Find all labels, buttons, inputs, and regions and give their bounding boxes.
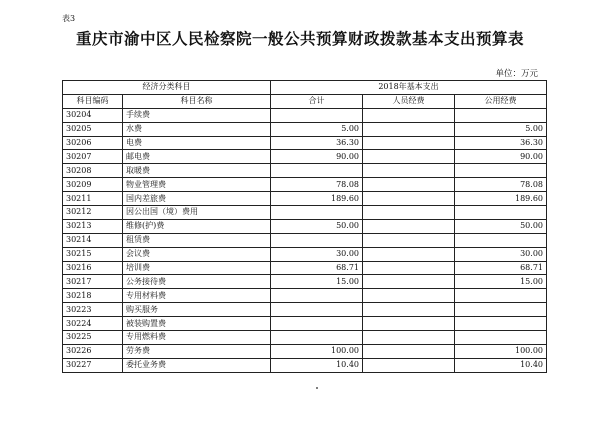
cell-public: [455, 331, 547, 345]
cell-personnel: [363, 233, 455, 247]
cell-public: 10.40: [455, 358, 547, 372]
cell-total: 5.00: [271, 122, 363, 136]
unit-label: 单位：万元: [495, 69, 538, 79]
cell-name: 专用燃料费: [123, 331, 271, 345]
cell-code: 30215: [63, 247, 123, 261]
cell-total: [271, 331, 363, 345]
cell-code: 30214: [63, 233, 123, 247]
cell-personnel: [363, 261, 455, 275]
cell-code: 30206: [63, 136, 123, 150]
cell-name: 购买服务: [123, 303, 271, 317]
table-body: [63, 108, 547, 372]
table-row: [63, 219, 547, 233]
cell-name: 手续费: [123, 108, 271, 122]
cell-personnel: [363, 331, 455, 345]
cell-public: 5.00: [455, 122, 547, 136]
cell-total: [271, 108, 363, 122]
table-row: [63, 164, 547, 178]
cell-public: 36.30: [455, 136, 547, 150]
cell-total: 50.00: [271, 219, 363, 233]
document-title: 重庆市渝中区人民检察院一般公共预算财政拨款基本支出预算表: [75, 29, 524, 48]
cell-public: 15.00: [455, 275, 547, 289]
column-header-total: 合计: [271, 94, 363, 108]
cell-name: 维修(护)费: [123, 219, 271, 233]
cell-code: 30213: [63, 219, 123, 233]
table-row: [63, 275, 547, 289]
cell-name: 邮电费: [123, 150, 271, 164]
cell-total: [271, 233, 363, 247]
cell-personnel: [363, 164, 455, 178]
cell-name: 培训费: [123, 261, 271, 275]
table-row: [63, 289, 547, 303]
cell-public: [455, 303, 547, 317]
cell-personnel: [363, 317, 455, 331]
cell-personnel: [363, 344, 455, 358]
table-row: [63, 233, 547, 247]
cell-code: 30209: [63, 178, 123, 192]
cell-total: 189.60: [271, 192, 363, 206]
cell-personnel: [363, 178, 455, 192]
cell-name: 被装购置费: [123, 317, 271, 331]
cell-personnel: [363, 358, 455, 372]
cell-code: 30227: [63, 358, 123, 372]
cell-public: 50.00: [455, 219, 547, 233]
table-row: [63, 317, 547, 331]
cell-name: 物业管理费: [123, 178, 271, 192]
cell-total: 10.40: [271, 358, 363, 372]
cell-code: 30216: [63, 261, 123, 275]
cell-total: 100.00: [271, 344, 363, 358]
cell-personnel: [363, 206, 455, 220]
cell-personnel: [363, 122, 455, 136]
column-header-name: 科目名称: [123, 94, 271, 108]
cell-code: 30224: [63, 317, 123, 331]
table-row: [63, 108, 547, 122]
cell-public: 189.60: [455, 192, 547, 206]
header-economic-classification: 经济分类科目: [63, 81, 271, 95]
cell-code: 30217: [63, 275, 123, 289]
table-row: [63, 303, 547, 317]
cell-total: 90.00: [271, 150, 363, 164]
table-row: [63, 136, 547, 150]
cell-code: 30218: [63, 289, 123, 303]
table-row: [63, 178, 547, 192]
scan-mark: [316, 387, 318, 389]
cell-total: [271, 303, 363, 317]
cell-public: [455, 108, 547, 122]
cell-name: 国内差旅费: [123, 192, 271, 206]
cell-total: 68.71: [271, 261, 363, 275]
cell-personnel: [363, 275, 455, 289]
cell-total: [271, 317, 363, 331]
header-2018-basic-expenditure: 2018年基本支出: [271, 81, 547, 95]
cell-total: [271, 289, 363, 303]
cell-public: [455, 233, 547, 247]
cell-name: 因公出国（境）费用: [123, 206, 271, 220]
cell-personnel: [363, 108, 455, 122]
cell-code: 30204: [63, 108, 123, 122]
page-label: 表3: [62, 14, 76, 23]
cell-name: 公务接待费: [123, 275, 271, 289]
cell-name: 劳务费: [123, 344, 271, 358]
table-row: [63, 247, 547, 261]
cell-code: 30211: [63, 192, 123, 206]
table-row: [63, 150, 547, 164]
cell-total: 30.00: [271, 247, 363, 261]
header-column-row: [63, 94, 547, 108]
cell-personnel: [363, 247, 455, 261]
cell-code: 30205: [63, 122, 123, 136]
header-group-row: [63, 81, 547, 95]
cell-code: 30226: [63, 344, 123, 358]
cell-public: 30.00: [455, 247, 547, 261]
cell-total: [271, 206, 363, 220]
cell-name: 电费: [123, 136, 271, 150]
column-header-code: 科目编码: [63, 94, 123, 108]
column-header-public: 公用经费: [455, 94, 547, 108]
cell-total: 36.30: [271, 136, 363, 150]
cell-public: 68.71: [455, 261, 547, 275]
cell-code: 30212: [63, 206, 123, 220]
cell-public: [455, 289, 547, 303]
cell-public: 100.00: [455, 344, 547, 358]
cell-code: 30223: [63, 303, 123, 317]
cell-total: 78.08: [271, 178, 363, 192]
cell-public: 78.08: [455, 178, 547, 192]
cell-code: 30225: [63, 331, 123, 345]
cell-name: 专用材料费: [123, 289, 271, 303]
cell-total: [271, 164, 363, 178]
cell-code: 30207: [63, 150, 123, 164]
cell-personnel: [363, 303, 455, 317]
cell-name: 取暖费: [123, 164, 271, 178]
budget-table: [62, 80, 547, 373]
table-row: [63, 358, 547, 372]
cell-personnel: [363, 136, 455, 150]
cell-personnel: [363, 219, 455, 233]
cell-personnel: [363, 150, 455, 164]
cell-public: [455, 164, 547, 178]
cell-code: 30208: [63, 164, 123, 178]
table-row: [63, 331, 547, 345]
cell-name: 租赁费: [123, 233, 271, 247]
table-row: [63, 206, 547, 220]
cell-name: 会议费: [123, 247, 271, 261]
cell-public: [455, 317, 547, 331]
cell-name: 委托业务费: [123, 358, 271, 372]
column-header-personnel: 人员经费: [363, 94, 455, 108]
table-row: [63, 261, 547, 275]
cell-name: 水费: [123, 122, 271, 136]
table-row: [63, 122, 547, 136]
cell-public: 90.00: [455, 150, 547, 164]
cell-personnel: [363, 192, 455, 206]
table-row: [63, 192, 547, 206]
table-row: [63, 344, 547, 358]
cell-personnel: [363, 289, 455, 303]
cell-total: 15.00: [271, 275, 363, 289]
cell-public: [455, 206, 547, 220]
